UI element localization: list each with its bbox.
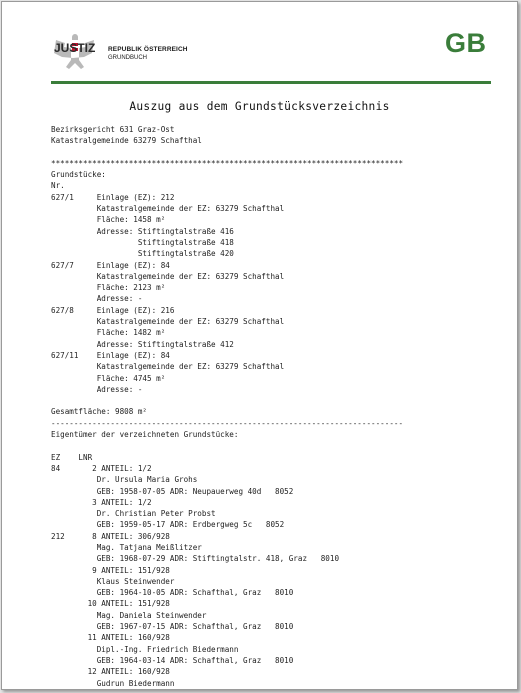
document-line: Katastralgemeinde der EZ: 63279 Schafthal: [51, 271, 285, 281]
document-line: [51, 440, 403, 451]
document-line: Mag. Tatjana Meißlitzer: [51, 542, 202, 552]
document-line: 627/8 Einlage (EZ): 216: [51, 305, 175, 315]
document-line: Gesamtfläche: 9808 m²: [51, 407, 148, 417]
document-line: Klaus Steinwender: [51, 576, 175, 586]
document-line: *****************************************************************************: [51, 158, 404, 168]
document-line: Mag. Daniela Steinwender: [51, 610, 207, 620]
document-line: Adresse: -: [51, 384, 143, 394]
document-line: Katastralgemeinde der EZ: 63279 Schafthal: [51, 317, 285, 327]
document-line: [51, 395, 403, 406]
document-line: 627/1 Einlage (EZ): 212: [51, 192, 175, 202]
document-title: Auszug aus dem Grundstücksverzeichnis: [129, 100, 390, 113]
document-line: GEB: 1964-10-05 ADR: Schafthal, Graz 8010: [51, 588, 294, 598]
document-line: Fläche: 1458 m²: [51, 215, 166, 225]
document-line: Eigentümer der verzeichneten Grundstücke:: [51, 430, 239, 440]
document-line: GEB: 1964-03-14 ADR: Schafthal, Graz 8010: [51, 655, 294, 665]
document-line: Katastralgemeinde der EZ: 63279 Schafthal: [51, 362, 285, 372]
document-line: Katastralgemeinde der EZ: 63279 Schafthal: [51, 204, 285, 214]
document-body: [51, 124, 403, 689]
document-line: Bezirksgericht 631 Graz-Ost: [51, 125, 175, 134]
republik-label: REPUBLIK ÖSTERREICH: [108, 46, 188, 53]
document-header: [2, 2, 517, 86]
document-line: Fläche: 4745 m²: [51, 373, 166, 383]
document-line: GEB: 1967-07-15 ADR: Schafthal, Graz 8010: [51, 622, 294, 632]
gb-badge: GB: [445, 28, 487, 58]
document-line: Stiftingtalstraße 420: [51, 249, 234, 259]
document-line: Adresse: Stiftingtalstraße 416: [51, 226, 234, 236]
document-line: 11 ANTEIL: 160/928: [51, 633, 170, 643]
document-line: 627/7 Einlage (EZ): 84: [51, 260, 170, 270]
document-line: -----------------------------------------------------------------------------: [51, 418, 404, 428]
document-line: Adresse: Stiftingtalstraße 412: [51, 339, 234, 349]
document-line: GEB: 1958-07-05 ADR: Neupauerweg 40d 8052: [51, 486, 294, 496]
document-line: GEB: 1959-05-17 ADR: Erdbergweg 5c 8052: [51, 520, 285, 530]
document-line: 12 ANTEIL: 160/928: [51, 667, 170, 677]
document-line: Fläche: 1482 m²: [51, 328, 166, 338]
document-line: [51, 147, 403, 158]
document-line: Dipl.-Ing. Friedrich Biedermann: [51, 644, 239, 654]
document-line: 10 ANTEIL: 151/928: [51, 599, 170, 609]
document-line: Dr. Christian Peter Probst: [51, 509, 216, 519]
justiz-wordmark: JUSTIZ: [54, 41, 96, 55]
document-line: Grundstücke:: [51, 170, 106, 180]
document-line: 3 ANTEIL: 1/2: [51, 497, 152, 507]
document-line: 9 ANTEIL: 151/928: [51, 565, 170, 575]
document-line: Nr.: [51, 181, 65, 191]
document-line: Katastralgemeinde 63279 Schafthal: [51, 136, 202, 146]
document-page: [1, 1, 518, 690]
document-line: Gudrun Biedermann: [51, 678, 175, 688]
document-line: 212 8 ANTEIL: 306/928: [51, 531, 170, 541]
document-line: GEB: 1968-07-29 ADR: Stiftingtalstr. 418, Graz 8010: [51, 554, 340, 564]
document-line: 627/11 Einlage (EZ): 84: [51, 350, 170, 360]
header-divider: [51, 81, 491, 84]
document-line: EZ LNR: [51, 452, 93, 462]
document-line: 84 2 ANTEIL: 1/2: [51, 463, 152, 473]
document-line: Dr. Ursula Maria Grohs: [51, 475, 198, 485]
justiz-logo: [52, 30, 98, 72]
grundbuch-label: GRUNDBUCH: [108, 55, 147, 61]
document-line: Adresse: -: [51, 294, 143, 304]
document-line: Fläche: 2123 m²: [51, 283, 166, 293]
document-line: Stiftingtalstraße 418: [51, 237, 234, 247]
